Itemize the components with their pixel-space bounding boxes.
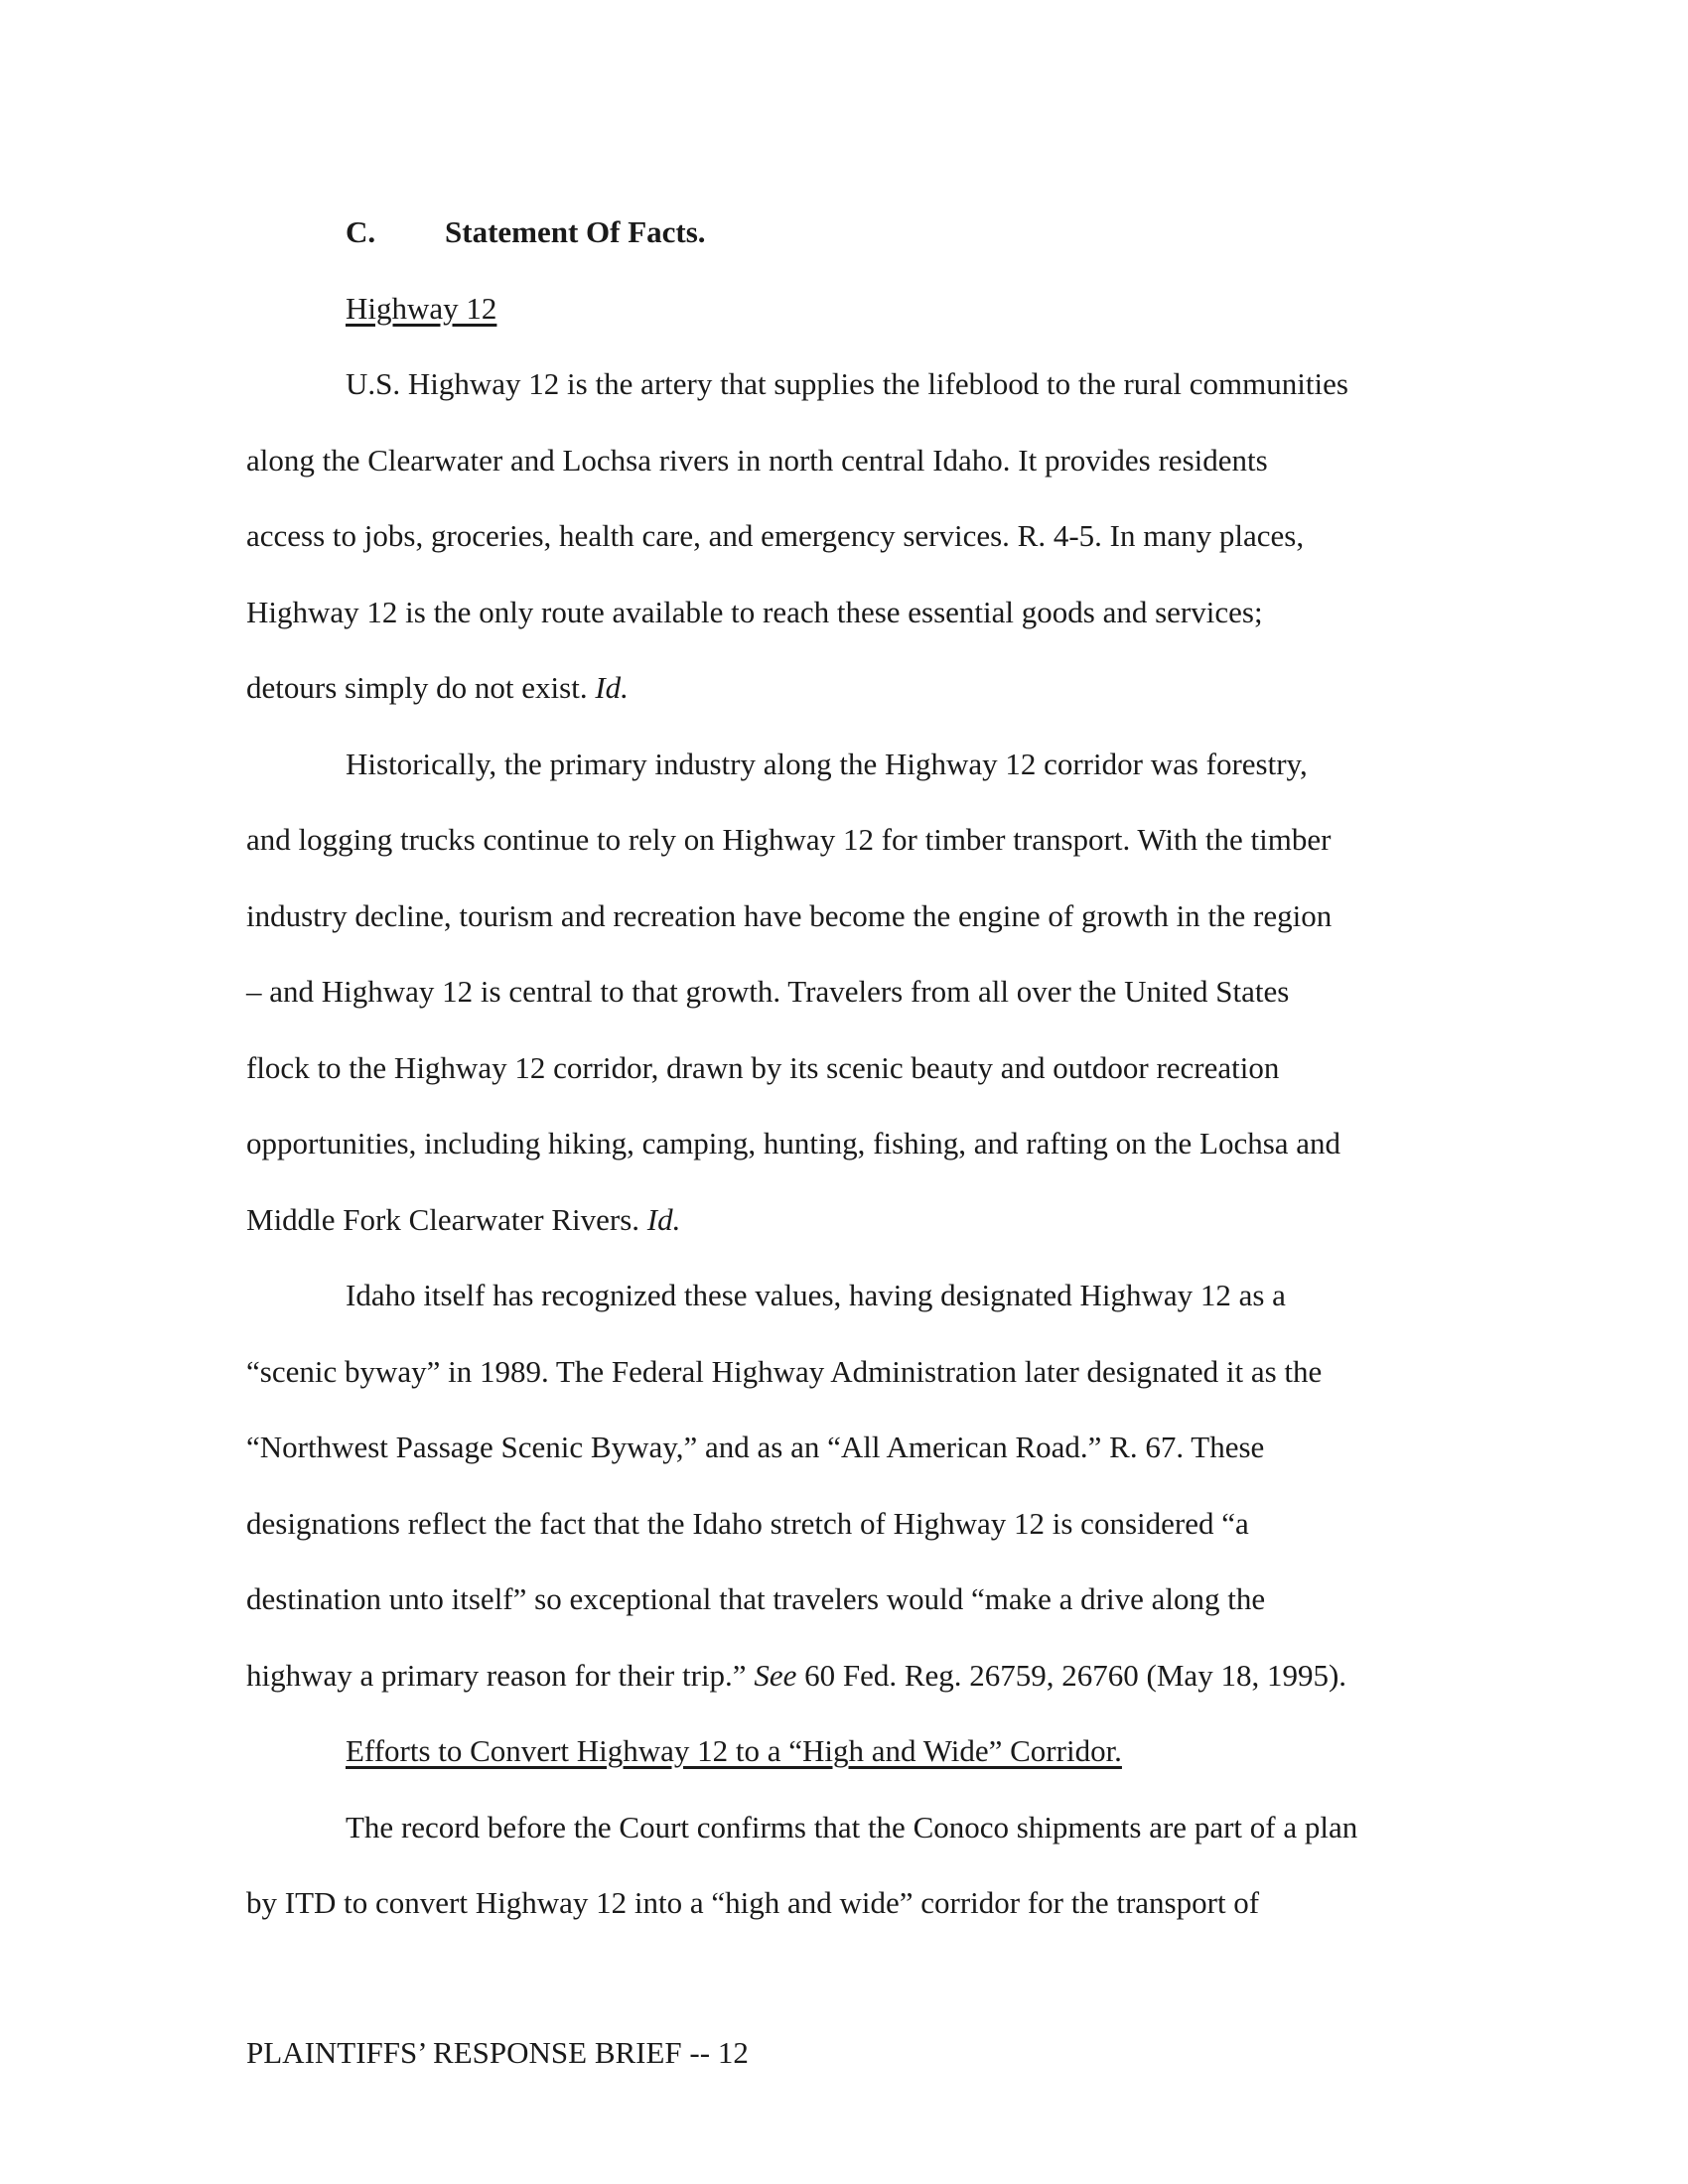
line-text: Middle Fork Clearwater Rivers. <box>246 1201 647 1237</box>
citation: Id. <box>646 1201 681 1237</box>
paragraph-line: Highway 12 is the only route available to reach these essential goods and services; <box>246 594 1263 629</box>
paragraph-line: “Northwest Passage Scenic Byway,” and as an “All American Road.” R. 67. These <box>246 1430 1265 1464</box>
paragraph-line: U.S. Highway 12 is the artery that supplies the lifeblood to the rural communities <box>346 366 1348 401</box>
paragraph-line: destination unto itself” so exceptional that travelers would “make a drive along the <box>246 1581 1266 1616</box>
paragraph-line: and logging trucks continue to rely on Highway 12 for timber transport. With the timber <box>246 822 1332 857</box>
paragraph-line: designations reflect the fact that the Idaho stretch of Highway 12 is considered “a <box>246 1505 1249 1541</box>
paragraph-4 <box>246 1790 1438 1942</box>
page-footer: PLAINTIFFS’ RESPONSE BRIEF -- 12 <box>246 2035 749 2070</box>
paragraph-line: flock to the Highway 12 corridor, drawn by its scenic beauty and outdoor recreation <box>246 1049 1280 1085</box>
section-heading <box>246 195 1438 271</box>
paragraph-line: The record before the Court confirms that the Conoco shipments are part of a plan <box>346 1809 1358 1844</box>
section-letter: C. <box>346 214 376 249</box>
line-text: 60 Fed. Reg. 26759, 26760 (May 18, 1995). <box>796 1657 1347 1693</box>
paragraph-line <box>246 1182 1438 1259</box>
paragraph-line <box>246 650 1438 727</box>
subheading-high-and-wide: Efforts to Convert Highway 12 to a “High and Wide” Corridor. <box>346 1733 1122 1768</box>
paragraph-3 <box>246 1258 1438 1713</box>
section-title: Statement Of Facts. <box>445 214 706 249</box>
paragraph-1 <box>246 346 1438 727</box>
paragraph-line: Idaho itself has recognized these values, having designated Highway 12 as a <box>346 1278 1286 1312</box>
paragraph-line: – and Highway 12 is central to that growth. Travelers from all over the United States <box>246 974 1290 1009</box>
paragraph-line: by ITD to convert Highway 12 into a “high and wide” corridor for the transport of <box>246 1885 1260 1920</box>
paragraph-line: access to jobs, groceries, health care, and emergency services. R. 4-5. In many places, <box>246 518 1305 553</box>
paragraph-line: Historically, the primary industry along the Highway 12 corridor was forestry, <box>346 746 1308 781</box>
line-text: highway a primary reason for their trip.” <box>246 1657 755 1693</box>
paragraph-2 <box>246 727 1438 1259</box>
subheading-highway-12: Highway 12 <box>346 290 497 326</box>
paragraph-line: along the Clearwater and Lochsa rivers in north central Idaho. It provides residents <box>246 442 1268 478</box>
paragraph-line: industry decline, tourism and recreation have become the engine of growth in the region <box>246 897 1333 933</box>
paragraph-line: “scenic byway” in 1989. The Federal Highway Administration later designated it as the <box>246 1353 1323 1389</box>
paragraph-line: opportunities, including hiking, camping, hunting, fishing, and rafting on the Lochsa and <box>246 1126 1341 1160</box>
citation: See <box>754 1657 797 1693</box>
line-text: detours simply do not exist. <box>246 670 596 705</box>
citation: Id. <box>595 670 629 705</box>
paragraph-line <box>246 1638 1438 1714</box>
document-body <box>246 195 1438 1942</box>
